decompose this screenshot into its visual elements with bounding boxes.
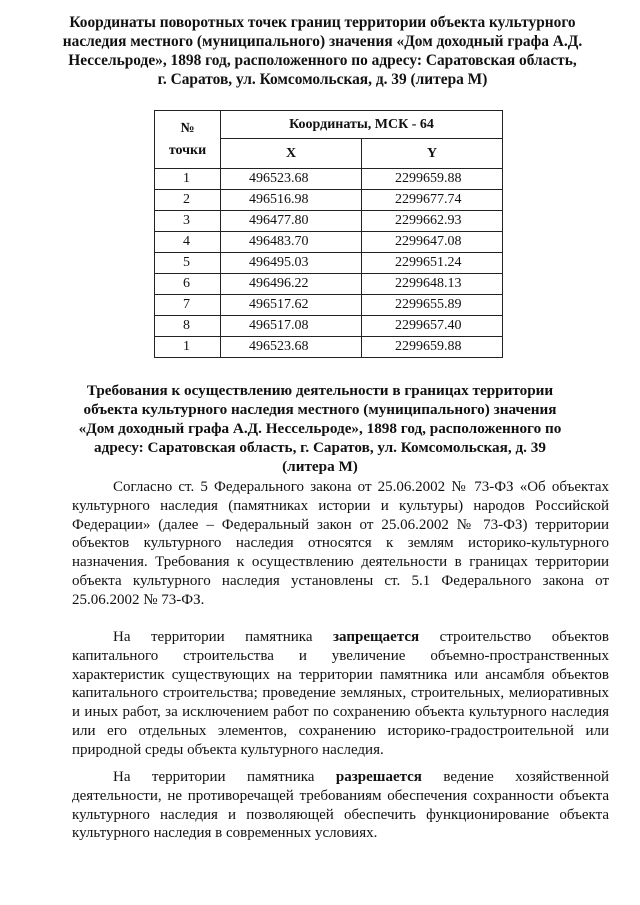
point-number: 1 xyxy=(155,337,221,358)
y-value: 2299651.24 xyxy=(362,253,503,274)
coordinates-header: Координаты, МСК - 64 xyxy=(221,111,503,139)
y-value: 2299662.93 xyxy=(362,211,503,232)
point-number: 8 xyxy=(155,316,221,337)
x-value: 496477.80 xyxy=(221,211,362,232)
permissions-paragraph: На территории памятника разрешается ведение хозяйственной деятельности, не противоречащей требованиям обеспечения сохранности объекта культурного наследия и позволяющей обеспечить функционирование объекта культурного наследия в современных условиях. xyxy=(72,769,610,842)
table-row xyxy=(155,169,503,190)
heading-line: г. Саратов, ул. Комсомольская, д. 39 (литера М) xyxy=(157,71,488,88)
x-value: 496483.70 xyxy=(221,232,362,253)
table-row xyxy=(155,274,503,295)
x-value: 496517.62 xyxy=(221,295,362,316)
y-value: 2299648.13 xyxy=(362,274,503,295)
y-value: 2299655.89 xyxy=(362,295,503,316)
x-header: X xyxy=(221,139,362,169)
coordinates-table xyxy=(154,110,503,358)
heading-line: наследия местного (муниципального) значения «Дом доходный графа А.Д. xyxy=(62,33,583,50)
table-row xyxy=(155,316,503,337)
y-value: 2299659.88 xyxy=(362,337,503,358)
x-value: 496516.98 xyxy=(221,190,362,211)
point-number: 2 xyxy=(155,190,221,211)
x-value: 496523.68 xyxy=(221,337,362,358)
y-value: 2299657.40 xyxy=(362,316,503,337)
table-row xyxy=(155,295,503,316)
x-value: 496517.08 xyxy=(221,316,362,337)
y-value: 2299647.08 xyxy=(362,232,503,253)
x-value: 496495.03 xyxy=(221,253,362,274)
table-row xyxy=(155,211,503,232)
heading-line: объекта культурного наследия местного (муниципального) значения xyxy=(83,401,557,418)
heading-line: (литера М) xyxy=(282,458,358,475)
heading-line: Требования к осуществлению деятельности в границах территории xyxy=(86,382,554,399)
point-number: 7 xyxy=(155,295,221,316)
table-row xyxy=(155,190,503,211)
table-row xyxy=(155,337,503,358)
table-row xyxy=(155,253,503,274)
coordinates-heading xyxy=(40,13,605,89)
heading-line: «Дом доходный графа А.Д. Нессельроде», 1898 год, расположенного по xyxy=(78,420,562,437)
point-number: 6 xyxy=(155,274,221,295)
prohibited-keyword: запрещается xyxy=(333,629,420,645)
heading-line: Нессельроде», 1898 год, расположенного по адресу: Саратовская область, xyxy=(68,52,577,69)
point-number: 3 xyxy=(155,211,221,232)
y-header: Y xyxy=(362,139,503,169)
y-value: 2299659.88 xyxy=(362,169,503,190)
point-number: 5 xyxy=(155,253,221,274)
heading-line: Координаты поворотных точек границ территории объекта культурного xyxy=(69,14,576,31)
prohibitions-paragraph: На территории памятника запрещается строительство объектов капитального строительства и увеличение объемно-пространственных характеристик существующих на территории памятника или ансамбля объектов капитального строительства; проведение земляных, строительных, мелиоративных и иных работ, за исключением работ по сохранению объекта культурного наследия или его отдельных элементов, сохранению историко-градостроительной или природной среды объекта культурного наследия. xyxy=(72,629,610,758)
requirements-heading xyxy=(70,381,570,476)
table-row xyxy=(155,232,503,253)
y-value: 2299677.74 xyxy=(362,190,503,211)
permitted-keyword: разрешается xyxy=(335,769,422,785)
x-value: 496523.68 xyxy=(221,169,362,190)
law-reference-paragraph: Согласно ст. 5 Федерального закона от 25.06.2002 № 73-ФЗ «Об объектах культурного наследия (памятниках истории и культуры) народов Российской Федерации» (далее – Федеральный закон от 25.06.2002 № 73-ФЗ) территории объектов культурного наследия относятся к землям историко-культурного назначения. Требования к осуществлению деятельности в границах территории объекта культурного наследия установлены ст. 5.1 Федерального закона от 25.06.2002 № 73-ФЗ. xyxy=(72,479,609,608)
heading-line: адресу: Саратовская область, г. Саратов, ул. Комсомольская, д. 39 xyxy=(94,439,546,456)
point-number: 1 xyxy=(155,169,221,190)
point-number: 4 xyxy=(155,232,221,253)
point-number-header: № точки xyxy=(155,111,221,169)
x-value: 496496.22 xyxy=(221,274,362,295)
